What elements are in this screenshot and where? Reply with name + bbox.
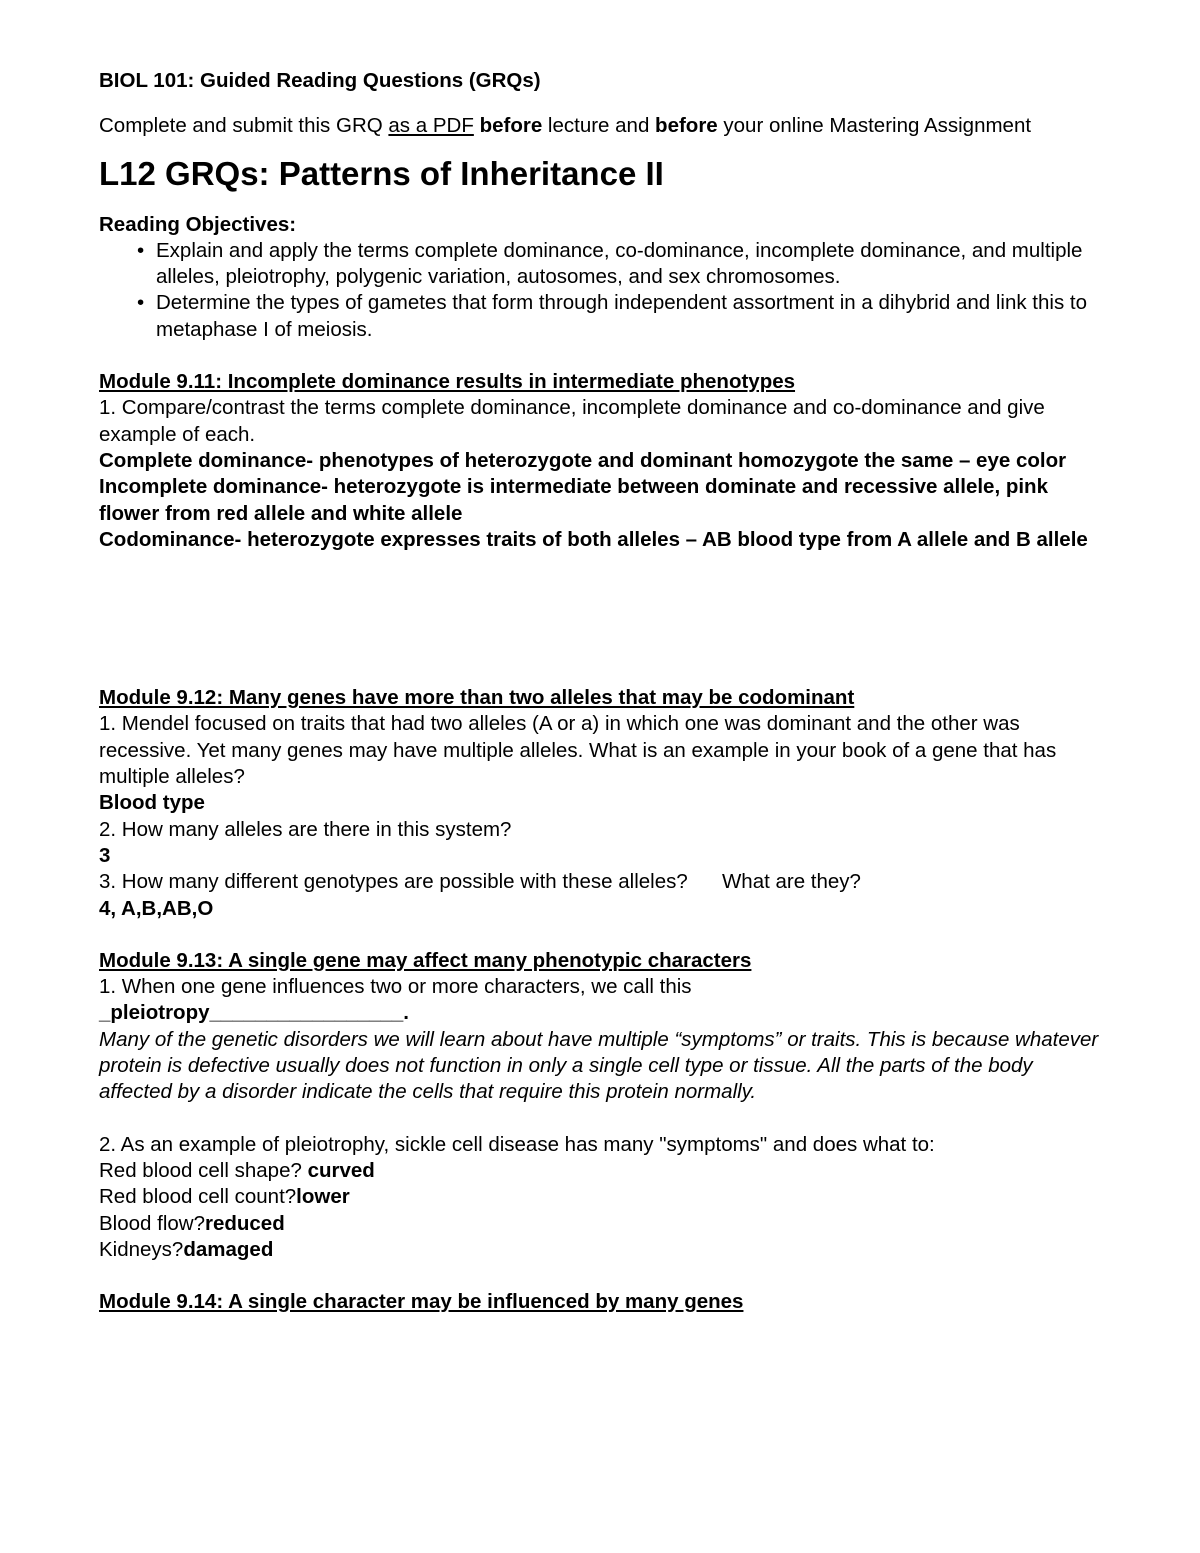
objectives-heading: Reading Objectives: xyxy=(99,212,297,236)
document-page xyxy=(99,68,1109,1315)
objective-item: • Explain and apply the terms complete dominance, co-dominance, incomplete dominance, and multiple alleles, pleiotrophy, polygenic variation, autosomes, and sex chromosomes. xyxy=(137,238,1083,289)
module-911-heading: Module 9.11: Incomplete dominance results in intermediate phenotypes xyxy=(99,370,796,394)
submission-instructions: Complete and submit this GRQ as a PDF before lecture and before your online Mastering Assignment xyxy=(99,114,1032,138)
module-913-heading: Module 9.13: A single gene may affect many phenotypic characters xyxy=(99,948,752,972)
instr-pdf: as a PDF xyxy=(388,114,474,138)
page-title: L12 GRQs: Patterns of Inheritance II xyxy=(99,154,664,192)
module-912-question-2: 2. How many alleles are there in this system? xyxy=(99,817,512,841)
sickle-item: Kidneys?damaged xyxy=(99,1237,274,1261)
module-913-note: Many of the genetic disorders we will learn about have multiple “symptoms” or traits. This is because whatever protein is defective usually does not function in only a single cell type or tissue. All the parts of the body affected by a disorder indicate the cells that require this protein normally. xyxy=(99,1027,1099,1104)
module-913-question-1: 1. When one gene influences two or more characters, we call this xyxy=(99,975,692,999)
module-912-question-1: 1. Mendel focused on traits that had two alleles (A or a) in which one was dominant and the other was recessive. Yet many genes may have multiple alleles. What is an example in your book of a gene that has multiple alleles? xyxy=(99,712,1057,789)
instr-before-1: before xyxy=(479,114,543,138)
objective-item: • Determine the types of gametes that form through independent assortment in a dihybrid and link this to metaphase I of meiosis. xyxy=(137,291,1087,341)
course-title: BIOL 101: Guided Reading Questions (GRQs) xyxy=(99,69,541,92)
module-911-answer-codominance: Codominance- heterozygote expresses traits of both alleles – AB blood type from A allele and B allele xyxy=(99,527,1088,551)
bullet-icon: • xyxy=(137,238,145,262)
module-912-answer-2: 3 xyxy=(99,843,111,867)
module-912-question-3: 3. How many different genotypes are possible with these alleles? What are they? xyxy=(99,870,861,894)
sickle-item: Red blood cell shape? curved xyxy=(99,1158,375,1182)
instr-before-2: before xyxy=(655,114,718,138)
bullet-icon: • xyxy=(137,291,145,315)
module-911-question-1: 1. Compare/contrast the terms complete dominance, incomplete dominance and co-dominance and give example of each. xyxy=(99,396,1045,446)
sickle-item: Blood flow?reduced xyxy=(99,1211,285,1235)
module-911-answer-incomplete: Incomplete dominance- heterozygote is intermediate between dominate and recessive allele, pink flower from red allele and white allele xyxy=(99,475,1048,525)
module-912-heading: Module 9.12: Many genes have more than two alleles that may be codominant xyxy=(99,686,855,710)
module-912-answer-1: Blood type xyxy=(99,791,205,815)
module-911-answer-complete: Complete dominance- phenotypes of heterozygote and dominant homozygote the same – eye color xyxy=(99,448,1067,472)
objectives-list xyxy=(99,238,1109,343)
module-912-answer-3: 4, A,B,AB,O xyxy=(99,896,214,920)
sickle-item: Red blood cell count?lower xyxy=(99,1185,350,1209)
instr-text-1: Complete and submit this GRQ xyxy=(99,114,389,138)
module-914-heading: Module 9.14: A single character may be influenced by many genes xyxy=(99,1290,744,1314)
module-913-answer-1: _pleiotropy_________________. xyxy=(99,1001,410,1025)
module-913-question-2: 2. As an example of pleiotrophy, sickle cell disease has many "symptoms" and does what to: xyxy=(99,1132,935,1156)
